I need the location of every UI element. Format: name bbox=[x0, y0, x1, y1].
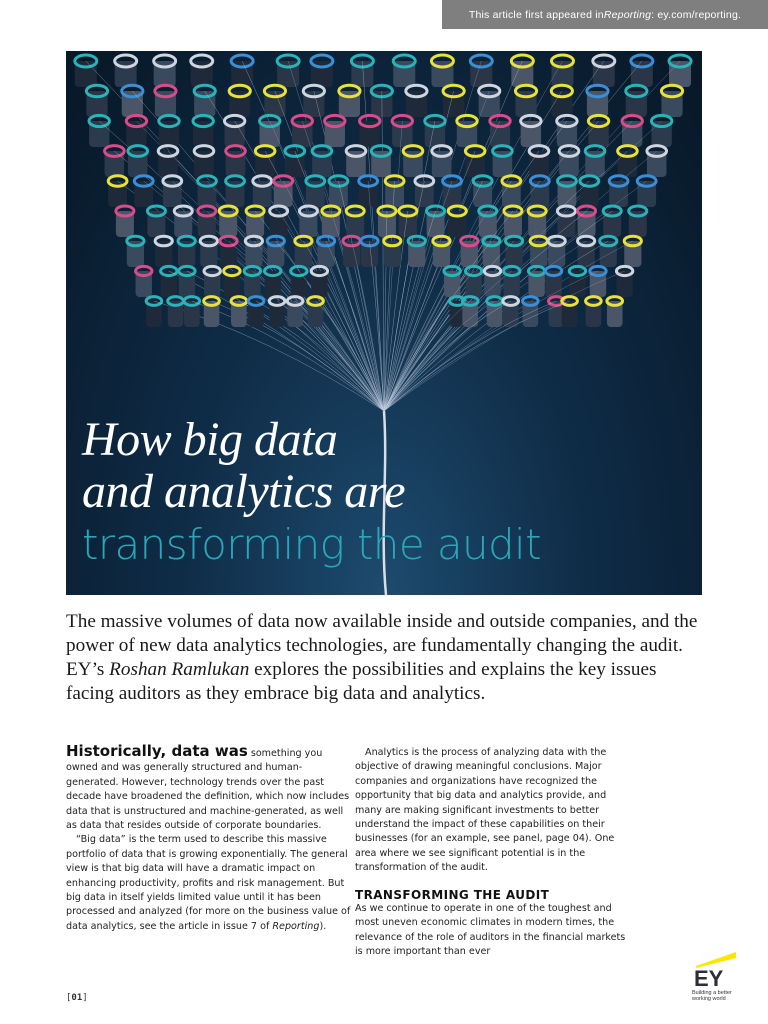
thread-spool bbox=[661, 85, 682, 117]
thread-spool bbox=[346, 206, 364, 237]
thread-spool bbox=[432, 146, 452, 177]
thread-spool bbox=[306, 176, 325, 207]
thread-spool bbox=[609, 176, 628, 207]
thread-spool bbox=[127, 236, 144, 267]
thread-spool bbox=[504, 206, 522, 237]
paragraph-1 bbox=[66, 744, 354, 833]
thread-spool bbox=[479, 206, 497, 237]
banner-prefix: This article first appeared in bbox=[468, 8, 604, 21]
thread-spool bbox=[593, 55, 615, 87]
thread-spool bbox=[194, 146, 214, 177]
thread-spool bbox=[159, 115, 179, 147]
thread-spool bbox=[277, 55, 299, 87]
thread-spool bbox=[339, 85, 360, 117]
thread-spool bbox=[470, 55, 492, 87]
thread-spool bbox=[351, 55, 373, 87]
thread-spool bbox=[343, 236, 360, 267]
thread-spool bbox=[136, 266, 152, 297]
thread-spool bbox=[158, 146, 178, 177]
thread-spool bbox=[403, 146, 423, 177]
thread-spool bbox=[154, 55, 176, 87]
thread-spool bbox=[134, 176, 153, 207]
thread-spool bbox=[590, 266, 606, 297]
thread-spool bbox=[618, 146, 638, 177]
thread-spool bbox=[607, 297, 623, 327]
thread-spool bbox=[521, 115, 541, 147]
paragraph-4: As we continue to operate in one of the toughest and most uneven economic climates in modern times, the relevance of the role of auditors in the financial markets is more important than ever bbox=[355, 903, 626, 958]
thread-spool bbox=[448, 206, 466, 237]
banner-suffix: : ey.com/reporting. bbox=[651, 8, 742, 21]
thread-spool bbox=[312, 146, 332, 177]
paragraph-2-publication: Reporting bbox=[272, 920, 320, 932]
page-bracket-open: [ bbox=[66, 993, 72, 1003]
tagline-line-2: working world bbox=[692, 996, 726, 1002]
thread-spool bbox=[551, 85, 572, 117]
thread-spool bbox=[600, 236, 617, 267]
title-line-2: and analytics are bbox=[82, 465, 405, 518]
thread-spool bbox=[473, 176, 492, 207]
page-number bbox=[66, 993, 88, 1003]
thread-spool bbox=[431, 55, 453, 87]
thread-spool bbox=[578, 236, 595, 267]
article-source-banner bbox=[442, 0, 768, 29]
intro-text-1: The massive volumes of data now available inside and outside companies, and the power of new data analytics technologies, are fundamentally changing the audit. EY’s bbox=[66, 611, 698, 680]
thread-spool bbox=[224, 115, 244, 147]
thread-spool bbox=[392, 115, 412, 147]
thread-spool bbox=[629, 206, 647, 237]
thread-spool bbox=[385, 176, 404, 207]
paragraph-2-end: ). bbox=[319, 920, 327, 932]
thread-spool bbox=[551, 55, 573, 87]
thread-spool bbox=[346, 146, 366, 177]
thread-spool bbox=[270, 206, 288, 237]
thread-spool bbox=[361, 236, 378, 267]
thread-spool bbox=[191, 55, 213, 87]
thread-spool bbox=[231, 55, 253, 87]
thread-spool bbox=[245, 236, 262, 267]
tagline-line-1: Building a better bbox=[692, 990, 732, 996]
thread-spool bbox=[586, 297, 602, 327]
article-title bbox=[82, 414, 692, 572]
body-column-right bbox=[355, 746, 635, 960]
body-column-left bbox=[66, 744, 354, 934]
thread-spool bbox=[329, 176, 348, 207]
thread-spool bbox=[303, 85, 324, 117]
thread-spool bbox=[193, 115, 213, 147]
section-heading: TRANSFORMING THE AUDIT bbox=[355, 887, 550, 902]
thread-spool bbox=[168, 297, 184, 327]
thread-spool bbox=[530, 236, 547, 267]
thread-spool bbox=[465, 146, 485, 177]
ey-logo-text: EY bbox=[694, 966, 724, 991]
page-number-value: 01 bbox=[71, 993, 83, 1003]
lead-in: Historically, data was bbox=[66, 742, 248, 760]
thread-spool bbox=[226, 146, 246, 177]
thread-spool bbox=[155, 236, 172, 267]
thread-spool bbox=[116, 206, 134, 237]
thread-spool bbox=[226, 176, 245, 207]
ey-tagline bbox=[692, 990, 752, 1002]
thread-spool bbox=[647, 146, 667, 177]
thread-spool bbox=[260, 115, 280, 147]
thread-spool bbox=[89, 115, 109, 147]
thread-spool bbox=[406, 85, 427, 117]
thread-spool bbox=[530, 176, 549, 207]
thread-spool bbox=[122, 85, 143, 117]
thread-spool bbox=[174, 206, 192, 237]
thread-spool bbox=[588, 115, 608, 147]
thread-spool bbox=[255, 146, 275, 177]
thread-spool bbox=[311, 55, 333, 87]
thread-spool bbox=[505, 236, 522, 267]
thread-spool bbox=[198, 206, 216, 237]
thread-spool bbox=[86, 85, 107, 117]
thread-spool bbox=[359, 176, 378, 207]
thread-spool bbox=[292, 115, 312, 147]
thread-spool bbox=[587, 85, 608, 117]
banner-publication: Reporting bbox=[603, 8, 652, 21]
thread-spool bbox=[578, 206, 596, 237]
thread-spool bbox=[408, 236, 425, 267]
thread-spool bbox=[220, 236, 237, 267]
thread-spool bbox=[523, 297, 539, 327]
thread-spool bbox=[399, 206, 417, 237]
thread-spool bbox=[204, 266, 220, 297]
thread-spool bbox=[493, 146, 513, 177]
thread-spool bbox=[371, 146, 391, 177]
thread-spool bbox=[624, 236, 641, 267]
thread-spool bbox=[115, 55, 137, 87]
page-bracket-close: ] bbox=[82, 993, 88, 1003]
thread-spool bbox=[128, 146, 148, 177]
thread-spool bbox=[425, 115, 445, 147]
thread-spool bbox=[515, 85, 536, 117]
intro-author: Roshan Ramlukan bbox=[109, 659, 250, 680]
thread-spool bbox=[163, 176, 182, 207]
thread-spool bbox=[246, 206, 264, 237]
thread-spool bbox=[311, 266, 327, 297]
thread-spool bbox=[317, 236, 334, 267]
thread-spool bbox=[105, 146, 125, 177]
thread-spool bbox=[285, 146, 305, 177]
thread-spool bbox=[360, 115, 380, 147]
thread-spool bbox=[126, 115, 146, 147]
paragraph-1-text: something you owned and was generally structured and human-generated. However, technology trends over the past decade have broadened the definition, which now includes data that is unstructured and machine-generated, as well as data that resides outside of corporate boundaries. bbox=[66, 748, 350, 832]
thread-spool bbox=[274, 176, 293, 207]
thread-spool bbox=[108, 176, 127, 207]
title-line-3: transforming the audit bbox=[82, 520, 541, 569]
thread-spool bbox=[147, 206, 165, 237]
thread-spool bbox=[631, 55, 653, 87]
thread-spool bbox=[637, 176, 656, 207]
thread-spool bbox=[585, 146, 605, 177]
thread-spool bbox=[603, 206, 621, 237]
thread-spool bbox=[198, 176, 217, 207]
thread-spool bbox=[224, 266, 240, 297]
thread-spool bbox=[559, 146, 579, 177]
thread-spool bbox=[264, 85, 285, 117]
thread-spool bbox=[490, 115, 510, 147]
thread-spool bbox=[616, 266, 632, 297]
thread-spool bbox=[291, 266, 307, 297]
thread-spool bbox=[479, 85, 500, 117]
thread-spool bbox=[325, 115, 345, 147]
thread-spool bbox=[322, 206, 340, 237]
title-line-1: How big data bbox=[82, 413, 338, 466]
thread-spool bbox=[384, 236, 401, 267]
thread-spool bbox=[511, 55, 533, 87]
thread-spool bbox=[457, 115, 477, 147]
thread-spool bbox=[669, 55, 691, 87]
thread-spool bbox=[502, 176, 521, 207]
thread-spool bbox=[155, 85, 176, 117]
thread-spool bbox=[194, 85, 215, 117]
thread-spool bbox=[528, 206, 546, 237]
thread-spool bbox=[75, 55, 97, 87]
thread-spool bbox=[651, 115, 671, 147]
intro-text-2: explores the possibilities and explains the key issues facing auditors as they embrace big data and analytics. bbox=[66, 659, 657, 704]
thread-spool bbox=[393, 55, 415, 87]
paragraph-2-text: “Big data” is the term used to describe this massive portfolio of data that is growing exponentially. The general view is that big data will have a dramatic impact on enhancing productivity, profits and risk management. But big data in itself yields limited value until it has been processed and analyzed (for more on the business value of data analytics, see the article in issue 7 of bbox=[66, 834, 351, 932]
thread-spool bbox=[178, 236, 195, 267]
thread-spool bbox=[267, 236, 284, 267]
paragraph-2 bbox=[66, 833, 354, 934]
thread-spool bbox=[443, 85, 464, 117]
intro-standfirst bbox=[66, 610, 706, 706]
thread-spool bbox=[626, 85, 647, 117]
thread-spool bbox=[161, 266, 177, 297]
paragraph-3: Analytics is the process of analyzing data with the objective of drawing meaningful conclusions. Major companies and organizations have recognized the opportunity that big data and analytics provide, and many are making significant investments to better understand the impact of these capabilities on their businesses (for an example, see panel, page 04). One area where we see significant potential is in the transformation of the audit. bbox=[355, 747, 615, 874]
thread-spool bbox=[415, 176, 434, 207]
thread-spool bbox=[229, 85, 250, 117]
thread-spool bbox=[179, 266, 195, 297]
